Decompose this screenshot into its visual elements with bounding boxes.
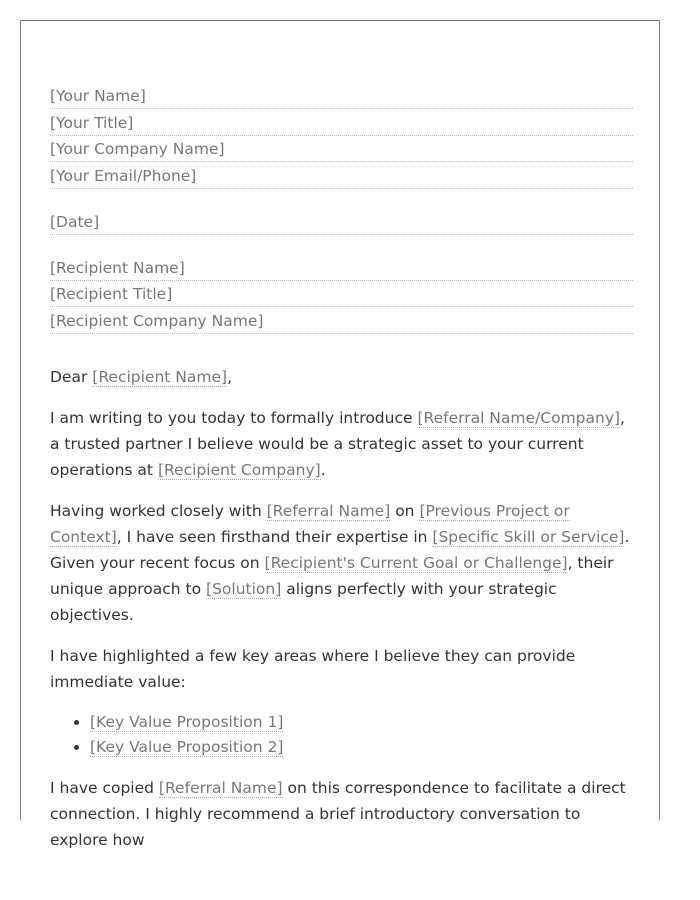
solution-placeholder[interactable]: [Solution]: [206, 579, 282, 598]
paragraph-introduction: [50, 405, 633, 483]
sender-name-field[interactable]: [Your Name]: [50, 83, 633, 109]
paragraph-closing: [50, 775, 633, 853]
referral-name-placeholder-2[interactable]: [Referral Name]: [158, 778, 283, 797]
paragraph-highlights: I have highlighted a few key areas where I believe they can provide immediate value:: [50, 646, 576, 691]
list-item: [90, 710, 633, 735]
greeting-recipient-placeholder[interactable]: [Recipient Name]: [92, 367, 228, 386]
recipient-company-field[interactable]: [Recipient Company Name]: [50, 308, 633, 334]
recipient-block: [50, 255, 633, 334]
greeting-line: [50, 364, 633, 390]
specific-skill-placeholder[interactable]: [Specific Skill or Service]: [432, 527, 625, 546]
recipient-name-field[interactable]: [Recipient Name]: [50, 255, 633, 281]
paragraph-text: . Given your recent focus on: [50, 527, 630, 572]
paragraph-text: I have copied: [50, 778, 159, 797]
paragraph-text: , their unique approach to: [50, 553, 614, 598]
referral-company-placeholder[interactable]: [Referral Name/Company]: [417, 408, 621, 427]
paragraph-text: on this correspondence to facilitate a direct connection. I highly recommend a brief introductory conversation to explore how: [50, 778, 626, 849]
paragraph-background: [50, 498, 633, 628]
paragraph-text: on: [390, 501, 420, 520]
paragraph-text: , I have seen firsthand their expertise in: [116, 527, 433, 546]
value-proposition-2-placeholder[interactable]: [Key Value Proposition 2]: [90, 737, 284, 756]
previous-project-placeholder[interactable]: [Previous Project or Context]: [50, 501, 570, 546]
value-proposition-list: [50, 710, 633, 760]
spacer: [50, 235, 633, 255]
paragraph-text: I am writing to you today to formally introduce: [50, 408, 418, 427]
paragraph-text: Having worked closely with: [50, 501, 267, 520]
greeting-suffix: ,: [227, 367, 232, 386]
paragraph-text: aligns perfectly with your strategic objectives.: [50, 579, 557, 624]
recipient-company-placeholder[interactable]: [Recipient Company]: [157, 460, 321, 479]
sender-contact-field[interactable]: [Your Email/Phone]: [50, 163, 633, 189]
recipient-goal-placeholder[interactable]: [Recipient's Current Goal or Challenge]: [264, 553, 568, 572]
sender-block: [50, 83, 633, 189]
value-proposition-1-placeholder[interactable]: [Key Value Proposition 1]: [90, 712, 284, 731]
spacer: [50, 189, 633, 209]
letter-page: [20, 20, 660, 849]
recipient-title-field[interactable]: [Recipient Title]: [50, 281, 633, 307]
greeting-prefix: Dear: [50, 367, 93, 386]
date-field[interactable]: [Date]: [50, 209, 633, 235]
paragraph-text: .: [320, 460, 326, 479]
sender-title-field[interactable]: [Your Title]: [50, 110, 633, 136]
list-item: [90, 735, 633, 760]
paragraph-text: , a trusted partner I believe would be a strategic asset to your current operations at: [50, 408, 625, 479]
letter-content: [50, 83, 633, 868]
referral-name-placeholder[interactable]: [Referral Name]: [266, 501, 391, 520]
sender-company-field[interactable]: [Your Company Name]: [50, 136, 633, 162]
